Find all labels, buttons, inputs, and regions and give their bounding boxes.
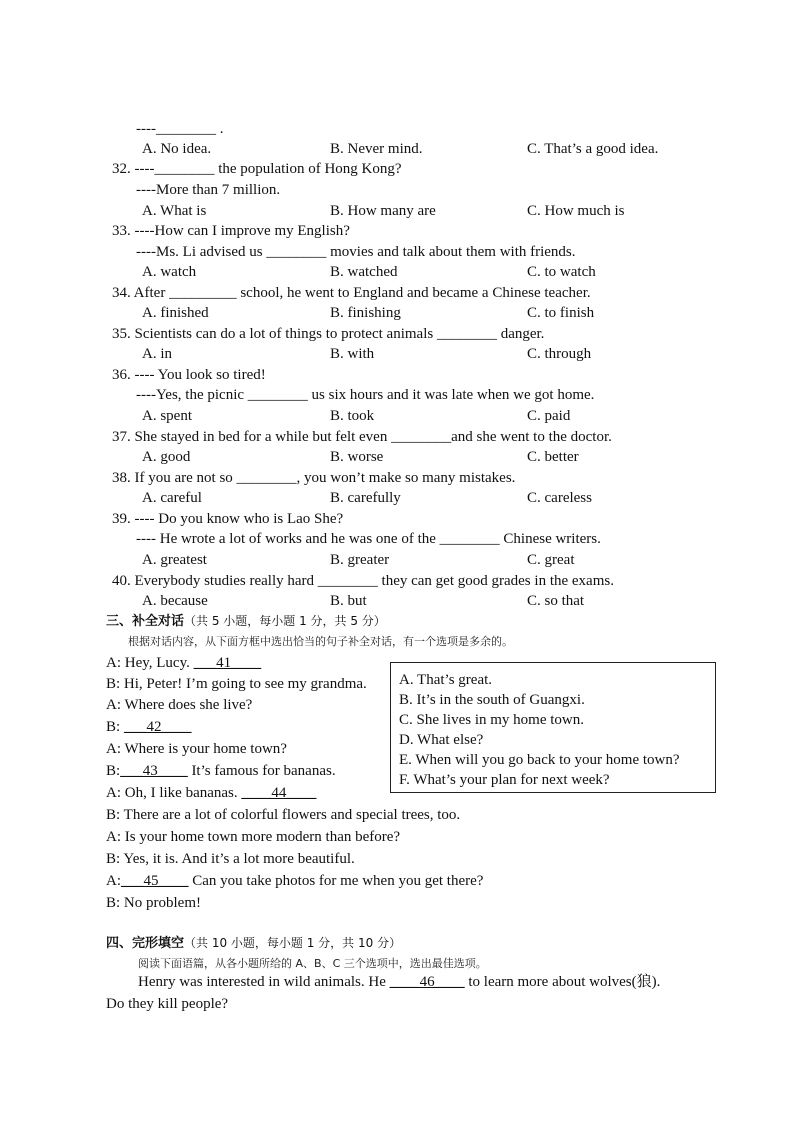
section3-instruction: 根据对话内容，从下面方框中选出恰当的句子补全对话，有一个选项是多余的。 [128, 635, 513, 648]
box-option-e: E. When will you go back to your home town? [399, 752, 680, 768]
section3-title: 三、补全对话 [106, 614, 185, 629]
q37-option-c: C. better [527, 449, 579, 465]
q38-option-a: A. careful [142, 490, 202, 506]
q38-option-c: C. careless [527, 490, 592, 506]
dialogue-line: B: Hi, Peter! I’m going to see my grandma. [106, 676, 367, 692]
section4-title: 四、完形填空 [106, 936, 185, 951]
dialogue-line: B: Yes, it is. And it’s a lot more beautiful. [106, 851, 355, 867]
q37-option-b: B. worse [330, 449, 384, 465]
q39-option-a: A. greatest [142, 552, 207, 568]
q34-stem: 34. After _________ school, he went to England and became a Chinese teacher. [112, 285, 591, 301]
passage-line-1: Henry was interested in wild animals. He ____46____ to learn more about wolves(狼). [138, 974, 661, 990]
q32-option-c: C. How much is [527, 203, 625, 219]
blank-41: ___41____ [193, 655, 262, 671]
q33-stem: 33. ----How can I improve my English? [112, 223, 350, 239]
dialogue-line: A: Oh, I like bananas. ____44____ [106, 785, 317, 801]
q32-stem: 32. ----________ the population of Hong Kong? [112, 161, 402, 177]
dialogue-line: A: Where does she live? [106, 697, 253, 713]
q33-option-a: A. watch [142, 264, 197, 280]
q31-option-a: A. No idea. [142, 141, 212, 157]
blank-45: ___45____ [121, 873, 189, 889]
dialogue-line: A: Where is your home town? [106, 741, 287, 757]
blank-44: ____44____ [241, 785, 317, 801]
passage-line-2: Do they kill people? [106, 996, 229, 1012]
box-option-a: A. That’s great. [399, 672, 493, 688]
blank-43: ___43____ [120, 763, 188, 779]
q32-option-a: A. What is [142, 203, 207, 219]
blank-46: ____46____ [389, 974, 465, 990]
q35-option-b: B. with [330, 346, 375, 362]
q35-option-a: A. in [142, 346, 172, 362]
q35-option-c: C. through [527, 346, 592, 362]
q38-stem: 38. If you are not so ________, you won’t make so many mistakes. [112, 470, 516, 486]
box-option-f: F. What’s your plan for next week? [399, 772, 610, 788]
section4-heading [106, 934, 401, 953]
section3-score: （共 5 小题，每小题 1 分，共 5 分） [184, 614, 386, 628]
section4-score: （共 10 小题，每小题 1 分，共 10 分） [184, 936, 402, 950]
q33-stem-reply: ----Ms. Li advised us ________ movies and talk about them with friends. [136, 244, 576, 260]
dialogue-line: A:___45____ Can you take photos for me when you get there? [106, 873, 484, 889]
q36-stem: 36. ---- You look so tired! [112, 367, 266, 383]
q39-option-b: B. greater [330, 552, 390, 568]
dialogue-line: A: Hey, Lucy. ___41____ [106, 655, 262, 671]
q35-stem: 35. Scientists can do a lot of things to protect animals ________ danger. [112, 326, 545, 342]
q39-stem-reply: ---- He wrote a lot of works and he was one of the ________ Chinese writers. [136, 531, 601, 547]
dialogue-line: B: No problem! [106, 895, 201, 911]
q31-option-c: C. That’s a good idea. [527, 141, 659, 157]
q37-stem: 37. She stayed in bed for a while but felt even ________and she went to the doctor. [112, 429, 612, 445]
q32-option-b: B. How many are [330, 203, 436, 219]
q33-option-b: B. watched [330, 264, 398, 280]
q32-stem-reply: ----More than 7 million. [136, 182, 281, 198]
box-option-c: C. She lives in my home town. [399, 712, 584, 728]
blank-42: ___42____ [123, 719, 192, 735]
q31-option-b: B. Never mind. [330, 141, 423, 157]
q34-option-c: C. to finish [527, 305, 595, 321]
q36-option-c: C. paid [527, 408, 571, 424]
box-option-d: D. What else? [399, 732, 484, 748]
options-box [390, 662, 716, 793]
dialogue-line: A: Is your home town more modern than before? [106, 829, 401, 845]
q31-answer-line: ----________ . [136, 121, 224, 137]
q40-option-c: C. so that [527, 593, 585, 609]
q34-option-b: B. finishing [330, 305, 401, 321]
section3-heading [106, 612, 386, 631]
q33-option-c: C. to watch [527, 264, 596, 280]
q36-stem-reply: ----Yes, the picnic ________ us six hours and it was late when we got home. [136, 387, 595, 403]
dialogue-line: B: There are a lot of colorful flowers and special trees, too. [106, 807, 461, 823]
q37-option-a: A. good [142, 449, 191, 465]
q39-option-c: C. great [527, 552, 575, 568]
box-option-b: B. It’s in the south of Guangxi. [399, 692, 585, 708]
section4-instruction: 阅读下面语篇，从各小题所给的 A、B、C 三个选项中，选出最佳选项。 [138, 957, 487, 970]
q40-option-a: A. because [142, 593, 208, 609]
q36-option-a: A. spent [142, 408, 192, 424]
q36-option-b: B. took [330, 408, 375, 424]
dialogue-line: B:___43____ It’s famous for bananas. [106, 763, 336, 779]
q34-option-a: A. finished [142, 305, 209, 321]
q40-stem: 40. Everybody studies really hard ________ they can get good grades in the exams. [112, 573, 614, 589]
q40-option-b: B. but [330, 593, 367, 609]
dialogue-line: B: ___42____ [106, 719, 192, 735]
q39-stem: 39. ---- Do you know who is Lao She? [112, 511, 344, 527]
q38-option-b: B. carefully [330, 490, 401, 506]
